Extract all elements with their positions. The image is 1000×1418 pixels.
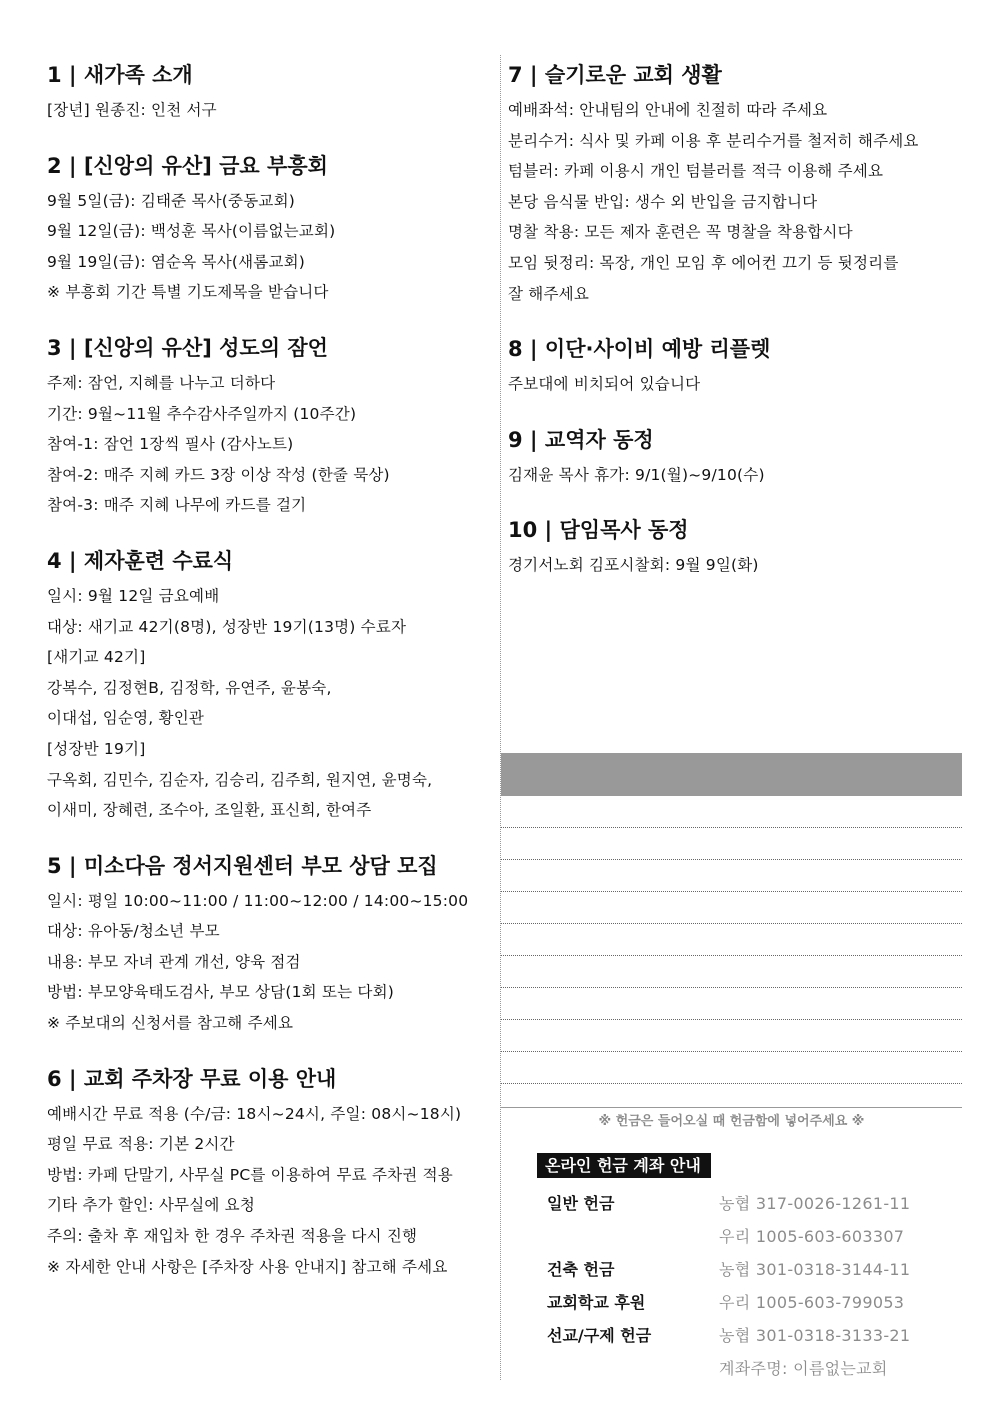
section-line: ※ 자세한 안내 사항은 [주차장 사용 안내지] 참고해 주세요 [47,1257,448,1276]
account-row [547,1252,947,1285]
section-line: 대상: 새기교 42기(8명), 성장반 19기(13명) 수료자 [47,617,407,636]
account-number: 우리 1005-603-799053 [719,1293,905,1312]
account-number: 우리 1005-603-603307 [719,1227,905,1246]
memo-line [501,988,962,1020]
section-parking-guide [47,1062,492,1283]
section-line: 방법: 부모양육태도검사, 부모 상담(1회 또는 다회) [47,983,395,1002]
memo-line [501,1020,962,1052]
account-table [547,1186,947,1384]
section-line: 명찰 착용: 모든 제자 훈련은 꼭 명찰을 착용합시다 [508,223,853,242]
account-label: 일반 헌금 [547,1194,615,1213]
section-line: [성장반 19기] [47,739,146,758]
account-label: 선교/구제 헌금 [547,1326,652,1345]
section-line: 일시: 9월 12일 금요예배 [47,586,220,605]
section-line: 강복수, 김정현B, 김정학, 유연주, 윤봉숙, [47,678,332,697]
section-counseling-recruitment [47,849,492,1039]
section-line: 9월 12일(금): 백성훈 목사(이름없는교회) [47,222,336,241]
section-line: 방법: 카페 단말기, 사무실 PC를 이용하여 무료 주차권 적용 [47,1165,453,1184]
section-line: 내용: 부모 자녀 관계 개선, 양육 점검 [47,952,301,971]
section-line: 참여-3: 매주 지혜 나무에 카드를 걸기 [47,496,307,515]
memo-line [501,924,962,956]
section-line: 구옥회, 김민수, 김순자, 김승리, 김주희, 원지연, 윤명숙, [47,770,433,789]
section-pastor-news [508,423,963,491]
section-title: 2 | [신앙의 유산] 금요 부흥회 [47,153,328,178]
section-line: 9월 5일(금): 김태준 목사(중동교회) [47,191,295,210]
section-line: 이대섭, 임순영, 황인관 [47,709,205,728]
memo-line [501,860,962,892]
right-column [508,58,963,604]
left-column [47,58,492,1305]
section-line: ※ 주보대의 신청서를 참고해 주세요 [47,1014,294,1033]
section-title: 5 | 미소다음 정서지원센터 부모 상담 모집 [47,853,438,878]
memo-line [501,892,962,924]
account-row [547,1186,947,1219]
section-line: 기간: 9월~11월 추수감사주일까지 (10주간) [47,404,357,423]
section-senior-pastor-news [508,513,963,581]
account-number: 농협 301-0318-3133-21 [719,1326,911,1345]
section-title: 9 | 교역자 동정 [508,427,654,452]
account-label: 건축 헌금 [547,1260,615,1279]
account-label: 교회학교 후원 [547,1293,646,1312]
section-line: 모임 뒷정리: 목장, 개인 모임 후 에어컨 끄기 등 뒷정리를 [508,253,899,272]
section-line: 분리수거: 식사 및 카페 이용 후 분리수거를 철저히 해주세요 [508,131,919,150]
section-line: 텀블러: 카페 이용시 개인 텀블러를 적극 이용해 주세요 [508,162,884,181]
section-title: 8 | 이단·사이비 예방 리플렛 [508,337,771,362]
section-line: 예배좌석: 안내팀의 안내에 친절히 따라 주세요 [508,101,828,119]
section-line: 주의: 출차 후 재입차 한 경우 주차권 적용을 다시 진행 [47,1227,418,1246]
section-title: 6 | 교회 주차장 무료 이용 안내 [47,1066,337,1091]
account-title: 온라인 헌금 계좌 안내 [537,1153,711,1178]
section-title: 1 | 새가족 소개 [47,63,193,87]
memo-line [501,828,962,860]
section-title: 4 | 제자훈련 수료식 [47,548,234,573]
section-line: 김재윤 목사 휴가: 9/1(월)~9/10(수) [508,465,765,484]
section-revival-meeting [47,149,492,308]
section-line: 9월 19일(금): 염순옥 목사(새롬교회) [47,252,306,271]
section-line: 참여-2: 매주 지혜 카드 3장 이상 작성 (한줄 묵상) [47,465,390,484]
section-line: 잘 해주세요 [508,284,589,303]
column-divider [500,55,501,1380]
offering-note: ※ 헌금은 들어오실 때 헌금함에 넣어주세요 ※ [598,1114,865,1129]
memo-end-rule [501,1107,962,1108]
section-title: 10 | 담임목사 동정 [508,518,689,543]
section-line: 본당 음식물 반입: 생수 외 반입을 금지합니다 [508,192,818,211]
section-title: 3 | [신앙의 유산] 성도의 잠언 [47,335,328,360]
section-line: 이새미, 장혜련, 조수아, 조일환, 표신희, 한여주 [47,801,372,820]
memo-header-band [501,753,962,796]
section-line: [장년] 원종진: 인천 서구 [47,101,217,119]
section-line: 참여-1: 잠언 1장씩 필사 (감사노트) [47,435,294,454]
section-line: 예배시간 무료 적용 (수/금: 18시~24시, 주일: 08시~18시) [47,1104,462,1123]
account-holder: 계좌주명: 이름없는교회 [719,1359,888,1378]
section-line: 경기서노회 김포시찰회: 9월 9일(화) [508,556,759,575]
section-new-family [47,58,492,126]
memo-line [501,956,962,988]
account-row [547,1219,947,1252]
section-line: 주제: 잠언, 지혜를 나누고 더하다 [47,373,276,392]
memo-lines [501,796,962,1084]
memo-line [501,1052,962,1084]
section-discipleship-graduation [47,544,492,826]
section-cult-prevention [508,332,963,400]
account-number: 농협 301-0318-3144-11 [719,1260,911,1279]
section-line: 기타 추가 할인: 사무실에 요청 [47,1196,256,1215]
account-row [547,1318,947,1351]
section-line: 주보대에 비치되어 있습니다 [508,375,701,394]
account-row [547,1285,947,1318]
account-row [547,1351,947,1384]
memo-line [501,796,962,828]
section-line: 평일 무료 적용: 기본 2시간 [47,1135,235,1154]
section-line: 대상: 유아동/청소년 부모 [47,922,220,941]
section-line: 일시: 평일 10:00~11:00 / 11:00~12:00 / 14:00~15:00 [47,891,469,910]
section-line: ※ 부흥회 기간 특별 기도제목을 받습니다 [47,283,329,302]
section-line: [새기교 42기] [47,648,146,667]
section-church-life [508,58,963,309]
account-number: 농협 317-0026-1261-11 [719,1194,911,1213]
section-proverbs [47,331,492,521]
section-title: 7 | 슬기로운 교회 생활 [508,63,722,87]
